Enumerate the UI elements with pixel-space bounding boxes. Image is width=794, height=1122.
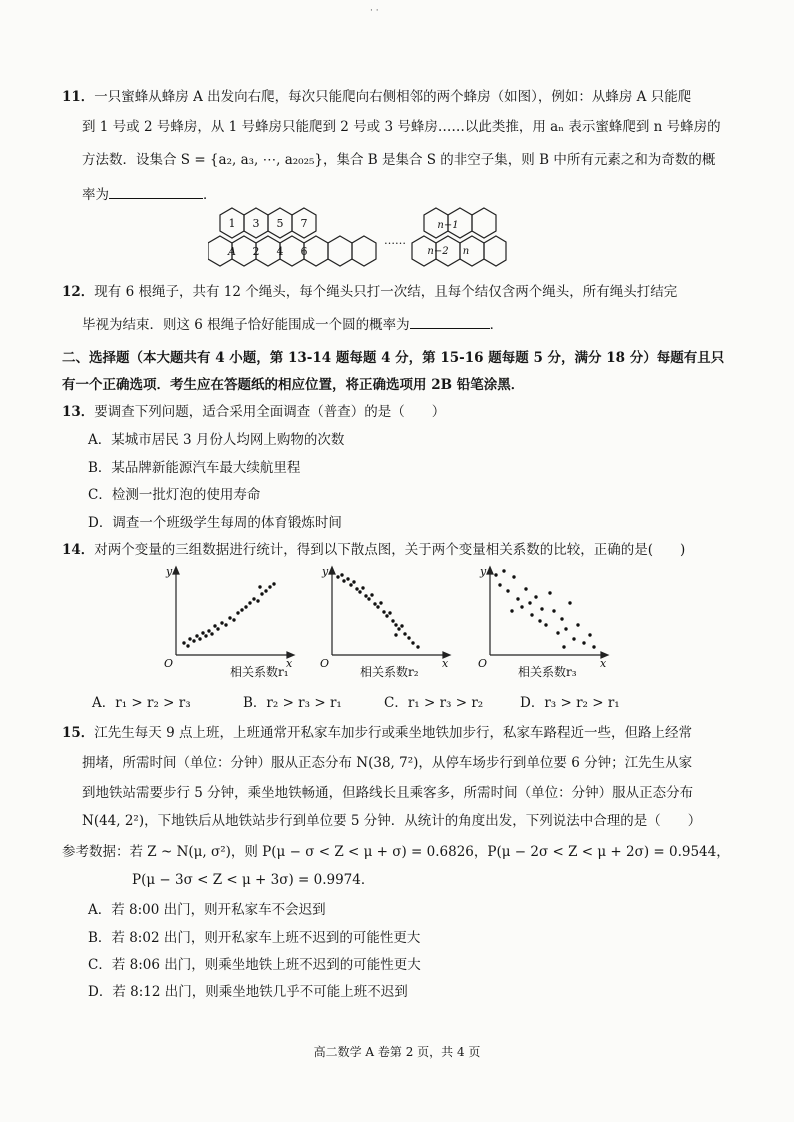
plot2-x-label: x bbox=[442, 657, 449, 670]
cell-7-label: 7 bbox=[300, 217, 308, 230]
q15-option-b[interactable]: B．若 8:02 出门，则开私家车上班不迟到的可能性更大 bbox=[88, 930, 421, 946]
cell-4-label: 4 bbox=[276, 245, 284, 258]
q11-answer-blank[interactable] bbox=[109, 184, 203, 199]
cell-a-label: A bbox=[228, 245, 236, 258]
scatter-plot-r2 bbox=[316, 563, 456, 685]
plot2-caption: 相关系数r₂ bbox=[360, 665, 419, 679]
q12-line2 bbox=[82, 314, 503, 334]
cell-5-label: 5 bbox=[276, 217, 284, 230]
q13-option-c[interactable]: C．检测一批灯泡的使用寿命 bbox=[88, 487, 261, 503]
plot2-y-label: y bbox=[322, 565, 329, 578]
q12-number: 12． bbox=[62, 284, 95, 300]
plot1-x-label: x bbox=[286, 657, 293, 670]
scatter-plot-r3 bbox=[474, 563, 614, 685]
section2-heading-2: 有一个正确选项．考生应在答题纸的相应位置，将正确选项用 2B 铅笔涂黑． bbox=[62, 377, 525, 393]
q15-reference-1: 参考数据：若 Z ~ N(μ, σ²)，则 P(μ − σ < Z < μ + σ) = 0.6826，P(μ − 2σ < Z < μ + 2σ) = 0.9544， bbox=[62, 844, 730, 860]
q12-period: ． bbox=[489, 317, 504, 333]
honeycomb-figure bbox=[208, 204, 508, 274]
section2-heading-1: 二、选择题（本大题共有 4 小题，第 13-14 题每题 4 分，第 15-16 题每题 5 分，满分 18 分）每题有且只 bbox=[62, 350, 725, 366]
q11-period: ． bbox=[203, 187, 217, 203]
q11-line2: 到 1 号或 2 号蜂房，从 1 号蜂房只能爬到 2 号或 3 号蜂房……以此类推，用 aₙ 表示蜜蜂爬到 n 号蜂房的 bbox=[82, 119, 721, 135]
q11-line3: 方法数．设集合 S = {a₂, a₃, ⋯, a₂₀₂₅}，集合 B 是集合 S 的非空子集，则 B 中所有元素之和为奇数的概 bbox=[82, 152, 716, 168]
q15-option-a[interactable]: A．若 8:00 出门，则开私家车不会迟到 bbox=[88, 902, 326, 918]
q14-number: 14． bbox=[62, 542, 95, 558]
q13-option-b[interactable]: B．某品牌新能源汽车最大续航里程 bbox=[88, 460, 301, 476]
q14-option-a[interactable]: A．r₁ > r₂ > r₃ bbox=[92, 695, 191, 711]
q15-line2: 拥堵，所需时间（单位：分钟）服从正态分布 N(38, 7²)，从停车场步行到单位要 6 分钟；江先生从家 bbox=[82, 755, 693, 771]
plot1-caption: 相关系数r₁ bbox=[230, 665, 289, 679]
q12-text-1: 现有 6 根绳子，共有 12 个绳头，每个绳头只打一次结，且每个结仅含两个绳头，所有绳头打结完 bbox=[94, 284, 678, 300]
q13-number: 13． bbox=[62, 404, 95, 420]
cell-n-minus-1-label: n−1 bbox=[437, 220, 459, 231]
honeycomb-ellipsis: …… bbox=[384, 234, 406, 247]
q15-line1 bbox=[62, 724, 692, 742]
cell-n-label: n bbox=[462, 246, 470, 257]
q15-reference-2: P(μ − 3σ < Z < μ + 3σ) = 0.9974． bbox=[132, 872, 375, 888]
plot3-caption: 相关系数r₃ bbox=[518, 665, 577, 679]
plot1-y-label: y bbox=[166, 565, 173, 578]
cell-3-label: 3 bbox=[252, 217, 260, 230]
q13-option-d[interactable]: D．调查一个班级学生每周的体育锻炼时间 bbox=[88, 515, 342, 531]
plot3-x-label: x bbox=[600, 657, 607, 670]
q14-option-b[interactable]: B．r₂ > r₃ > r₁ bbox=[243, 695, 342, 711]
q15-number: 15． bbox=[62, 725, 95, 741]
q14-option-c[interactable]: C．r₁ > r₃ > r₂ bbox=[384, 695, 484, 711]
cell-n-minus-2-label: n−2 bbox=[427, 246, 449, 257]
q13-stem bbox=[62, 403, 445, 421]
scatter-plot-r1 bbox=[160, 563, 300, 685]
q15-line3: 到地铁站需要步行 5 分钟，乘坐地铁畅通，但路线长且乘客多，所需时间（单位：分钟）服从正态分布 bbox=[82, 785, 694, 801]
cell-2-label: 2 bbox=[252, 245, 260, 258]
q12-line1 bbox=[62, 283, 677, 301]
q13-option-a[interactable]: A．某城市居民 3 月份人均网上购物的次数 bbox=[88, 432, 345, 448]
q11-number: 11． bbox=[62, 89, 95, 105]
plot2-origin: O bbox=[320, 657, 330, 670]
q14-stem bbox=[62, 541, 685, 559]
q11-line1 bbox=[62, 88, 691, 106]
cell-1-label: 1 bbox=[228, 217, 236, 230]
q11-text-1: 一只蜜蜂从蜂房 A 出发向右爬，每次只能爬向右侧相邻的两个蜂房（如图），例如：从蜂房 A 只能爬 bbox=[94, 89, 692, 105]
q15-line4: N(44, 2²)，下地铁后从地铁站步行到单位要 5 分钟．从统计的角度出发，下列说法中合理的是（ ） bbox=[82, 813, 702, 829]
q11-line4 bbox=[82, 184, 217, 204]
q15-text-1: 江先生每天 9 点上班，上班通常开私家车加步行或乘坐地铁加步行，私家车路程近一些，但路上经常 bbox=[94, 725, 692, 741]
q14-text: 对两个变量的三组数据进行统计，得到以下散点图，关于两个变量相关系数的比较，正确的是( ) bbox=[94, 542, 686, 558]
plot3-origin: O bbox=[478, 657, 488, 670]
plot1-origin: O bbox=[164, 657, 174, 670]
q12-answer-blank[interactable] bbox=[410, 314, 490, 329]
q15-option-d[interactable]: D．若 8:12 出门，则乘坐地铁几乎不可能上班不迟到 bbox=[88, 984, 408, 1000]
q15-option-c[interactable]: C．若 8:06 出门，则乘坐地铁上班不迟到的可能性更大 bbox=[88, 957, 421, 973]
plot3-y-label: y bbox=[480, 565, 487, 578]
q13-text: 要调查下列问题，适合采用全面调查（普查）的是（ ） bbox=[94, 404, 446, 420]
cell-6-label: 6 bbox=[300, 245, 308, 258]
page-mark: · · bbox=[370, 6, 379, 16]
q11-prompt: 率为 bbox=[82, 187, 109, 203]
q12-prompt: 毕视为结束．则这 6 根绳子恰好能围成一个圆的概率为 bbox=[82, 317, 410, 333]
q14-option-d[interactable]: D．r₃ > r₂ > r₁ bbox=[520, 695, 620, 711]
page-footer: 高二数学 A 卷第 2 页，共 4 页 bbox=[313, 1045, 481, 1059]
